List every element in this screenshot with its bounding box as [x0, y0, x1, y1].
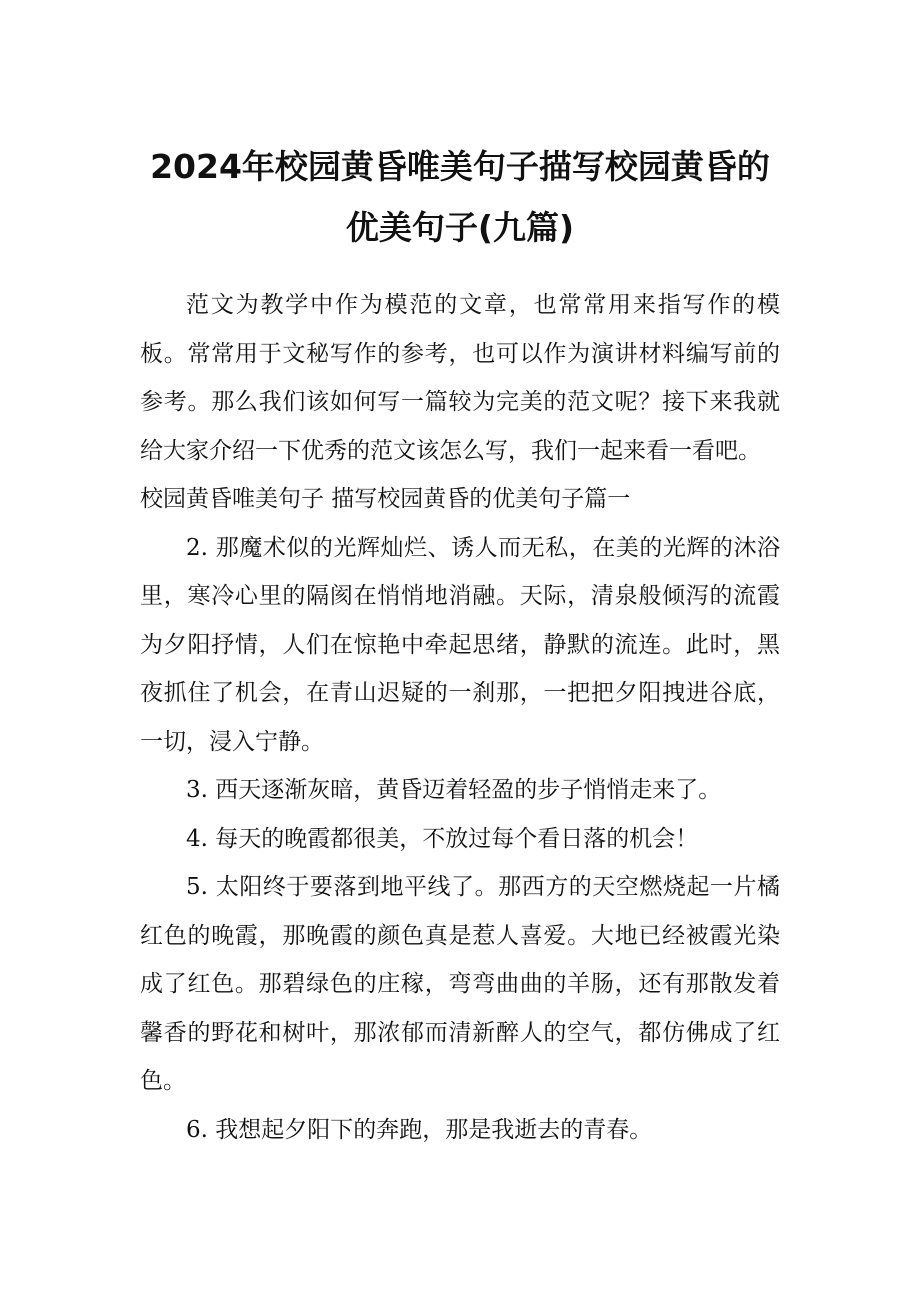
- document-title-line-2: 优美句子(九篇): [345, 208, 575, 247]
- sentence-item-5: 5. 太阳终于要落到地平线了。那西方的天空燃烧起一片橘红色的晚霞，那晚霞的颜色真是惹人喜爱。大地已经被霞光染成了红色。那碧绿色的庄稼，弯弯曲曲的羊肠，还有那散发着馨香的野花和树叶，那浓郁而清新醉人的空气，都仿佛成了红色。: [140, 874, 780, 1094]
- sentence-item-2: 2. 那魔术似的光辉灿烂、诱人而无私，在美的光辉的沐浴里，寒冷心里的隔阂在悄悄地消融。天际，清泉般倾泻的流霞为夕阳抒情，人们在惊艳中牵起思绪，静默的流连。此时，黑夜抓住了机会，在青山迟疑的一刹那，一把把夕阳拽进谷底，一切，浸入宁静。: [140, 534, 780, 755]
- sentence-item-4: 4. 每天的晚霞都很美，不放过每个看日落的机会！: [186, 825, 699, 852]
- intro-paragraph: 范文为教学中作为模范的文章，也常常用来指写作的模板。常常用于文秘写作的参考，也可以作为演讲材料编写前的参考。那么我们该如何写一篇较为完美的范文呢？接下来我就给大家介绍一下优秀的范文该怎么写，我们一起来看一看吧。: [140, 292, 780, 464]
- document-title-line-1: 2024年校园黄昏唯美句子描写校园黄昏的: [150, 147, 770, 186]
- document-body: [140, 281, 780, 1154]
- sentence-item-3: 3. 西天逐渐灰暗，黄昏迈着轻盈的步子悄悄走来了。: [186, 777, 722, 803]
- sentence-item-6: 6. 我想起夕阳下的奔跑，那是我逝去的青春。: [186, 1116, 653, 1143]
- section-heading: 校园黄昏唯美句子 描写校园黄昏的优美句子篇一: [140, 486, 631, 512]
